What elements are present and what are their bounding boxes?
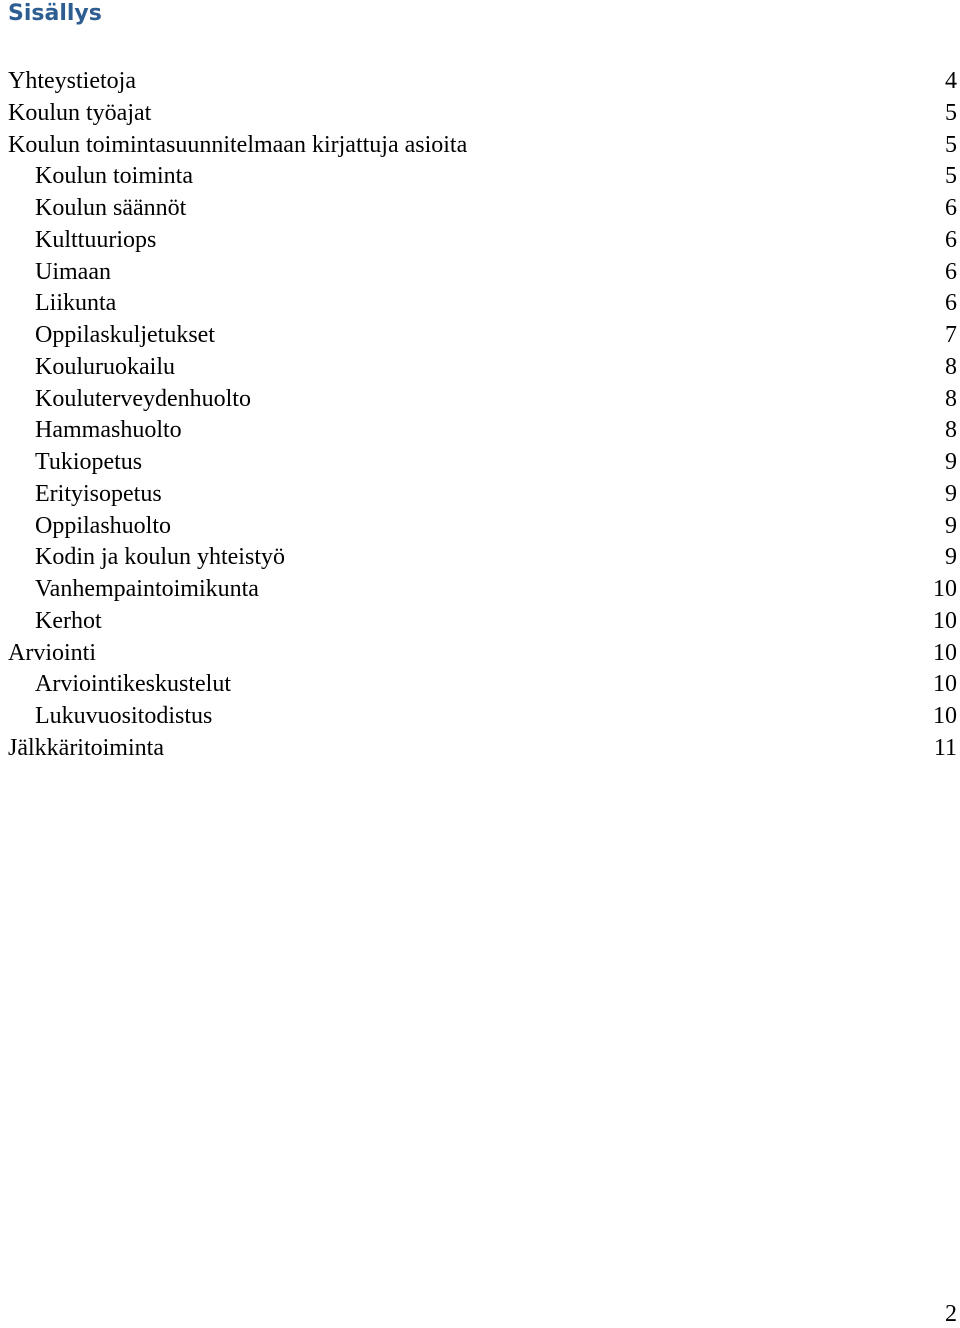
toc-entry-page: 8 xyxy=(945,385,957,412)
toc-entry-label: Koulun toiminta xyxy=(35,163,193,190)
toc-entry-label: Yhteystietoja xyxy=(8,68,136,94)
toc-entry-label: Hammashuolto xyxy=(35,417,182,444)
toc-entry-label: Arviointi xyxy=(8,639,96,666)
toc-entry-page: 9 xyxy=(945,512,957,539)
toc-entry-label: Arviointikeskustelut xyxy=(35,671,231,698)
toc-entry-label: Tukiopetus xyxy=(35,449,143,475)
toc-entry[interactable] xyxy=(8,66,957,98)
toc-entry[interactable] xyxy=(8,384,957,416)
toc-entry-page: 9 xyxy=(945,449,957,475)
toc-entry-label: Kouluterveydenhuolto xyxy=(35,385,251,412)
toc-entry[interactable] xyxy=(8,320,957,352)
page-number: 2 xyxy=(945,1301,957,1327)
toc-entry-page: 10 xyxy=(933,639,957,666)
toc-entry-label: Lukuvuositodistus xyxy=(35,703,213,729)
toc-entry-page: 10 xyxy=(933,607,957,634)
toc-entry[interactable] xyxy=(8,352,957,384)
toc-entry-label: Oppilaskuljetukset xyxy=(35,322,215,348)
toc-entry-page: 10 xyxy=(933,703,957,729)
toc-entry-page: 7 xyxy=(945,322,957,348)
toc-entry-label: Oppilashuolto xyxy=(35,512,171,539)
toc-heading: Sisällys xyxy=(8,1,102,26)
toc-entry-label: Uimaan xyxy=(35,258,111,285)
toc-entry[interactable] xyxy=(8,733,957,765)
toc-entry[interactable] xyxy=(8,415,957,447)
toc-entry-page: 10 xyxy=(933,671,957,698)
toc-entry-label: Kulttuuriops xyxy=(35,226,157,253)
toc-entry-label: Vanhempaintoimikunta xyxy=(35,576,259,602)
toc-entry-label: Kodin ja koulun yhteistyö xyxy=(35,544,285,571)
toc-entry[interactable] xyxy=(8,288,957,320)
toc-entry[interactable] xyxy=(8,161,957,193)
toc-entry-label: Erityisopetus xyxy=(35,480,162,507)
toc-entry-page: 5 xyxy=(945,131,957,158)
toc-entry-page: 8 xyxy=(945,417,957,444)
toc-entry[interactable] xyxy=(8,669,957,701)
toc-entry-page: 9 xyxy=(945,480,957,507)
toc-entry-page: 8 xyxy=(945,353,957,380)
toc-entry-page: 6 xyxy=(945,290,957,317)
toc-entry-label: Kouluruokailu xyxy=(35,353,175,380)
toc-entry-label: Koulun toimintasuunnitelmaan kirjattuja asioita xyxy=(8,131,468,158)
toc-entry-page: 11 xyxy=(933,734,957,761)
toc-entry[interactable] xyxy=(8,447,957,479)
toc-entry[interactable] xyxy=(8,542,957,574)
toc-entry-page: 4 xyxy=(945,68,957,94)
toc-entry-label: Liikunta xyxy=(35,290,117,317)
toc-entry-page: 10 xyxy=(933,576,957,602)
toc-entry-label: Koulun työajat xyxy=(8,99,152,126)
toc-entry-label: Jälkkäritoiminta xyxy=(8,734,164,761)
table-of-contents xyxy=(8,66,957,765)
toc-entry-page: 9 xyxy=(945,544,957,571)
toc-entry[interactable] xyxy=(8,606,957,638)
toc-entry[interactable] xyxy=(8,130,957,162)
toc-entry[interactable] xyxy=(8,574,957,606)
toc-entry[interactable] xyxy=(8,479,957,511)
toc-entry-page: 5 xyxy=(945,163,957,190)
toc-entry[interactable] xyxy=(8,193,957,225)
toc-entry[interactable] xyxy=(8,98,957,130)
toc-entry-label: Kerhot xyxy=(35,607,102,634)
toc-entry[interactable] xyxy=(8,701,957,733)
toc-entry-page: 5 xyxy=(945,99,957,126)
toc-entry-page: 6 xyxy=(945,195,957,221)
toc-entry[interactable] xyxy=(8,638,957,670)
toc-entry-label: Koulun säännöt xyxy=(35,195,187,221)
toc-entry-page: 6 xyxy=(945,226,957,253)
toc-entry[interactable] xyxy=(8,225,957,257)
toc-entry[interactable] xyxy=(8,511,957,543)
toc-entry[interactable] xyxy=(8,257,957,289)
toc-entry-page: 6 xyxy=(945,258,957,285)
